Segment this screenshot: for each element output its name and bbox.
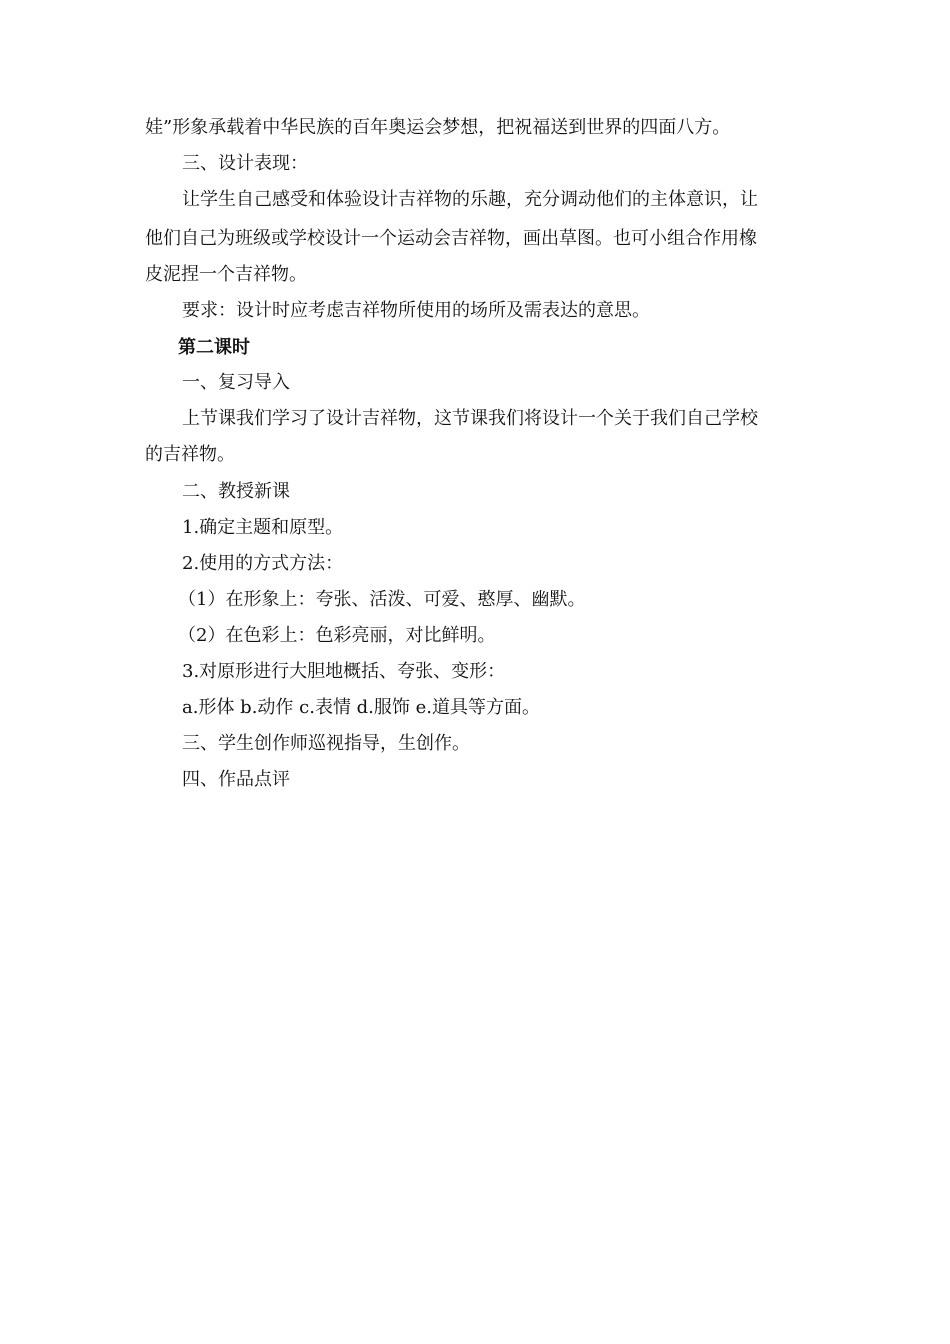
section-heading: 一、复习导入 — [182, 372, 290, 393]
paragraph-line: 让学生自己感受和体验设计吉祥物的乐趣，充分调动他们的主体意识，让 — [182, 189, 758, 210]
paragraph-line: 要求：设计时应考虑吉祥物所使用的场所及需表达的意思。 — [182, 300, 650, 321]
list-item: 3.对原形进行大胆地概括、夸张、变形： — [182, 661, 506, 682]
list-item: 1.确定主题和原型。 — [182, 517, 344, 538]
paragraph-line: 娃”形象承载着中华民族的百年奥运会梦想，把祝福送到世界的四面八方。 — [145, 117, 731, 138]
paragraph-line: 皮泥捏一个吉祥物。 — [145, 264, 307, 285]
section-heading: 三、学生创作师巡视指导，生创作。 — [182, 733, 470, 754]
section-heading: 三、设计表现： — [182, 153, 308, 174]
list-item: 2.使用的方式方法： — [182, 553, 344, 574]
section-heading: 二、教授新课 — [182, 481, 290, 502]
list-item: （1）在形象上：夸张、活泼、可爱、憨厚、幽默。 — [178, 589, 586, 610]
lesson-title: 第二课时 — [178, 337, 250, 358]
section-heading: 四、作品点评 — [182, 769, 290, 790]
paragraph-line: 的吉祥物。 — [145, 444, 235, 465]
paragraph-line: 他们自己为班级或学校设计一个运动会吉祥物，画出草图。也可小组合作用橡 — [145, 228, 757, 249]
list-item: a.形体 b.动作 c.表情 d.服饰 e.道具等方面。 — [182, 697, 541, 718]
paragraph-line: 上节课我们学习了设计吉祥物，这节课我们将设计一个关于我们自己学校 — [182, 408, 758, 429]
list-item: （2）在色彩上：色彩亮丽，对比鲜明。 — [178, 625, 496, 646]
